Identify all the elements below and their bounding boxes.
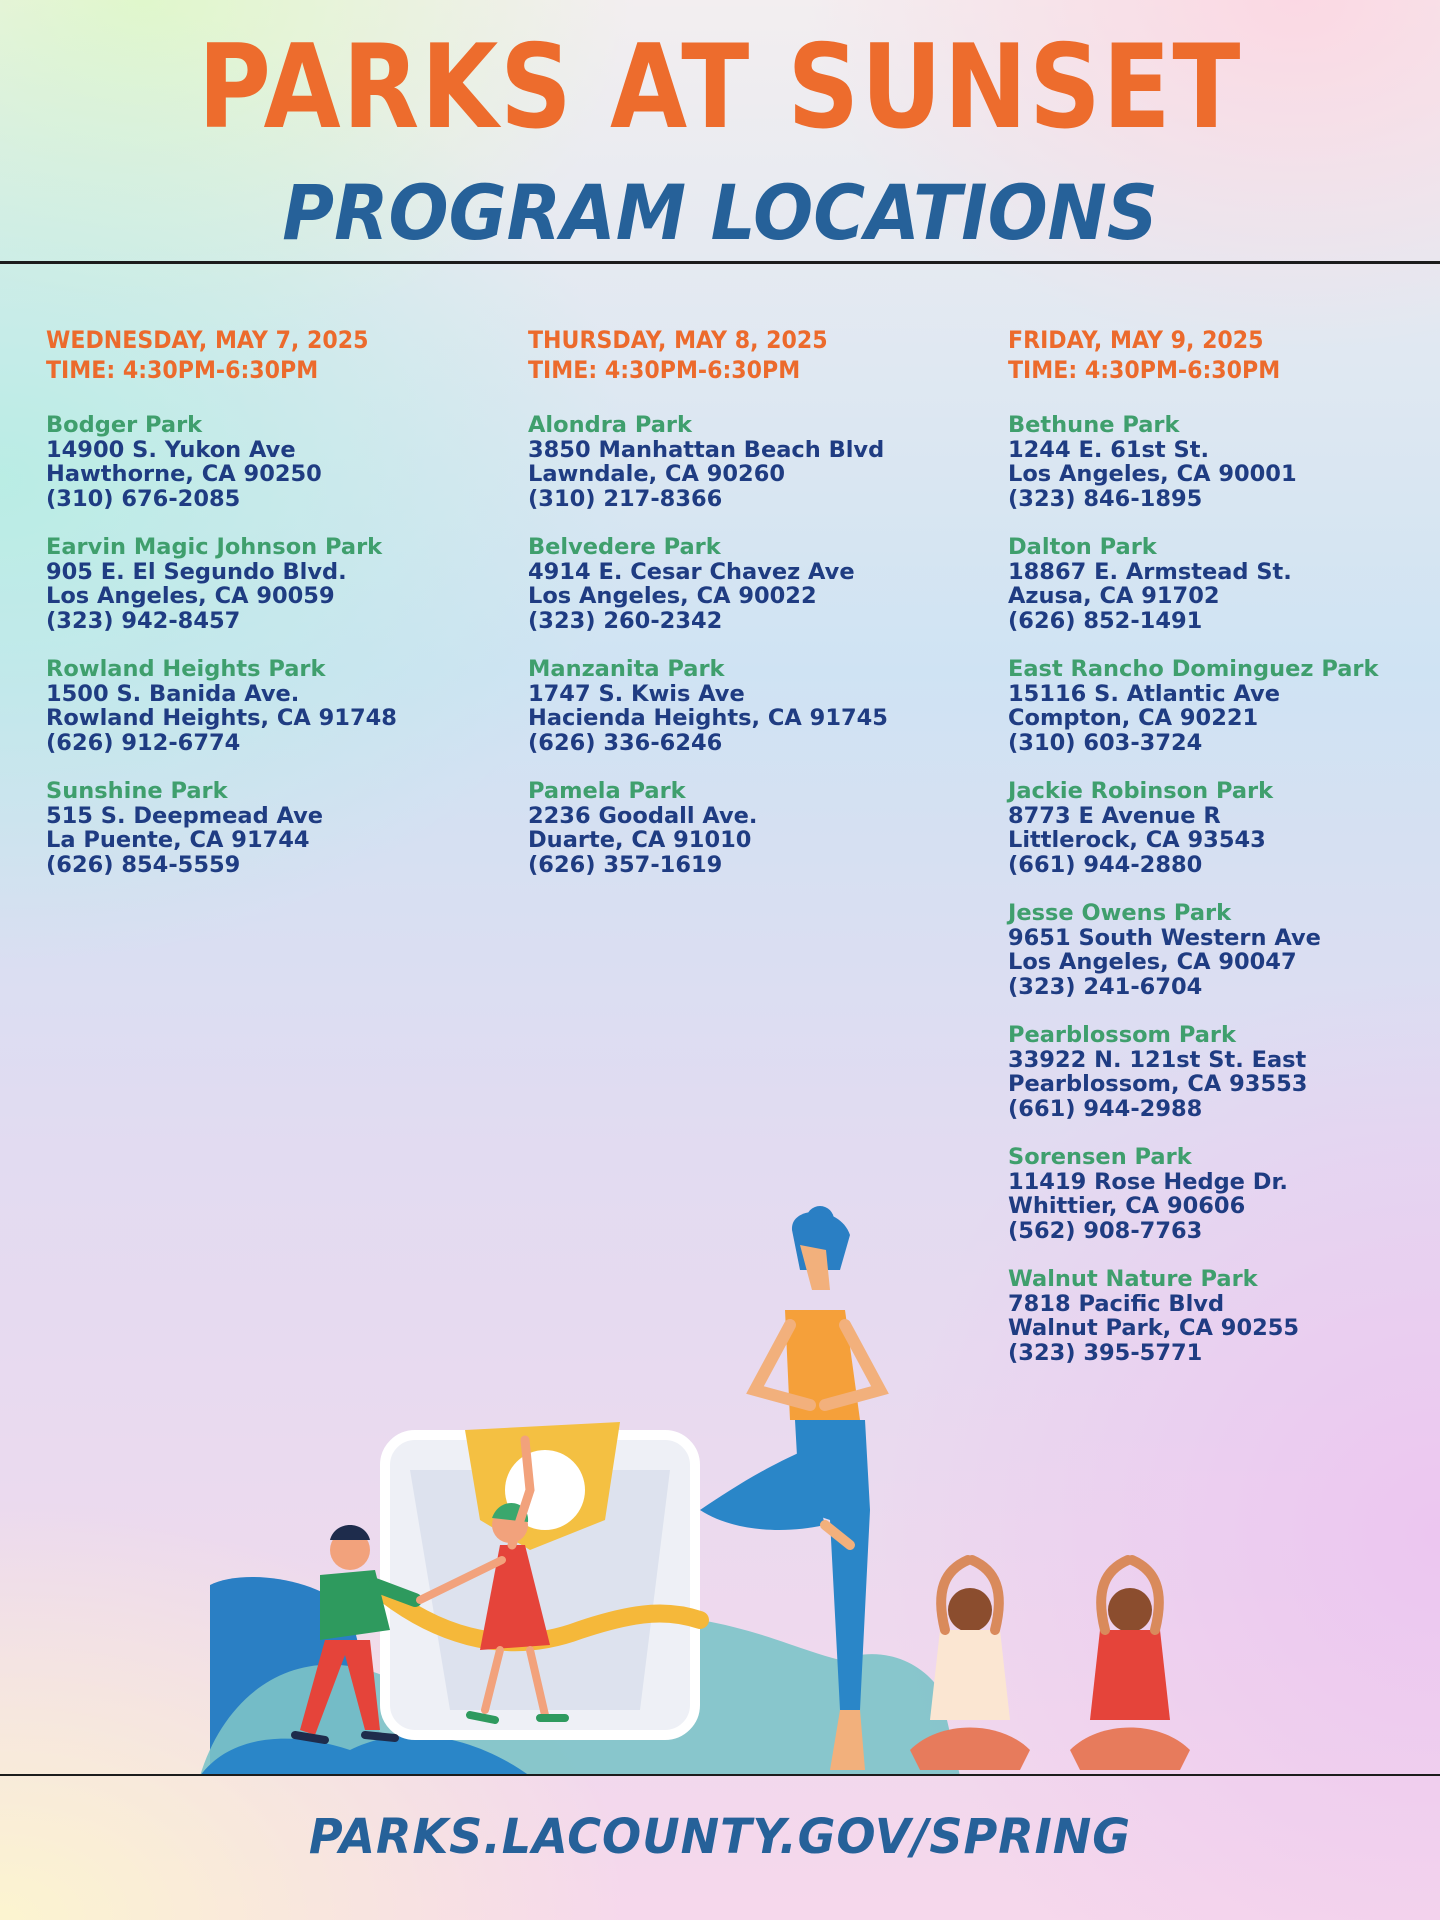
park-name: Earvin Magic Johnson Park bbox=[46, 534, 383, 560]
park-city: Duarte, CA 91010 bbox=[528, 827, 752, 853]
park-name: Bodger Park bbox=[46, 412, 203, 438]
day-header bbox=[528, 325, 933, 385]
park-phone: (562) 908-7763 bbox=[1008, 1217, 1203, 1244]
park-name: Sunshine Park bbox=[46, 778, 228, 804]
day-header bbox=[46, 325, 451, 385]
park-name: Sorensen Park bbox=[1008, 1144, 1192, 1170]
park-street: 3850 Manhattan Beach Blvd bbox=[528, 436, 885, 463]
park-city: Los Angeles, CA 90047 bbox=[1008, 949, 1297, 975]
park-name: Alondra Park bbox=[528, 412, 692, 438]
park-name: Belvedere Park bbox=[528, 534, 721, 560]
park-phone: (626) 852-1491 bbox=[1008, 607, 1203, 634]
park-city: Azusa, CA 91702 bbox=[1008, 583, 1220, 609]
park-phone: (626) 912-6774 bbox=[46, 729, 241, 756]
footer-divider bbox=[0, 1774, 1440, 1776]
park-city: Rowland Heights, CA 91748 bbox=[46, 705, 397, 731]
park-entry bbox=[1008, 413, 1428, 511]
park-city: Los Angeles, CA 90059 bbox=[46, 583, 335, 609]
day-time: TIME: 4:30PM-6:30PM bbox=[46, 356, 319, 384]
park-entry bbox=[528, 413, 968, 511]
park-city: Pearblossom, CA 93553 bbox=[1008, 1071, 1308, 1097]
park-street: 515 S. Deepmead Ave bbox=[46, 802, 324, 829]
day-date: FRIDAY, MAY 9, 2025 bbox=[1008, 326, 1264, 354]
park-street: 9651 South Western Ave bbox=[1008, 924, 1321, 951]
park-phone: (626) 854-5559 bbox=[46, 851, 241, 878]
park-city: Littlerock, CA 93543 bbox=[1008, 827, 1266, 853]
park-phone: (626) 336-6246 bbox=[528, 729, 723, 756]
park-phone: (661) 944-2988 bbox=[1008, 1095, 1203, 1122]
park-entry bbox=[1008, 657, 1428, 755]
park-phone: (310) 676-2085 bbox=[46, 485, 241, 512]
park-street: 4914 E. Cesar Chavez Ave bbox=[528, 558, 855, 585]
park-entry bbox=[1008, 779, 1428, 877]
park-entry bbox=[46, 779, 486, 877]
park-phone: (323) 241-6704 bbox=[1008, 973, 1203, 1000]
page-subtitle: PROGRAM LOCATIONS bbox=[282, 168, 1158, 257]
park-street: 15116 S. Atlantic Ave bbox=[1008, 680, 1280, 707]
park-phone: (323) 260-2342 bbox=[528, 607, 723, 634]
park-street: 14900 S. Yukon Ave bbox=[46, 436, 296, 463]
park-entry bbox=[1008, 535, 1428, 633]
park-name: Jackie Robinson Park bbox=[1008, 778, 1274, 804]
park-name: Dalton Park bbox=[1008, 534, 1157, 560]
park-phone: (323) 395-5771 bbox=[1008, 1339, 1203, 1366]
park-entry bbox=[1008, 901, 1428, 999]
park-name: Pearblossom Park bbox=[1008, 1022, 1236, 1048]
park-entry bbox=[528, 779, 968, 877]
park-name: Bethune Park bbox=[1008, 412, 1180, 438]
page-title: PARKS AT SUNSET bbox=[197, 20, 1243, 155]
park-phone: (323) 846-1895 bbox=[1008, 485, 1203, 512]
park-name: Rowland Heights Park bbox=[46, 656, 326, 682]
park-entry bbox=[46, 657, 486, 755]
schedule-column-thursday bbox=[528, 325, 968, 901]
park-phone: (661) 944-2880 bbox=[1008, 851, 1203, 878]
park-street: 1500 S. Banida Ave. bbox=[46, 680, 300, 707]
park-street: 905 E. El Segundo Blvd. bbox=[46, 558, 347, 585]
park-street: 8773 E Avenue R bbox=[1008, 802, 1221, 829]
schedule-column-wednesday bbox=[46, 325, 486, 901]
park-city: Walnut Park, CA 90255 bbox=[1008, 1315, 1300, 1341]
park-name: Jesse Owens Park bbox=[1008, 900, 1232, 926]
park-street: 11419 Rose Hedge Dr. bbox=[1008, 1168, 1288, 1195]
seated-boy-red-shirt bbox=[1070, 1560, 1190, 1770]
park-street: 1244 E. 61st St. bbox=[1008, 436, 1210, 463]
park-city: Lawndale, CA 90260 bbox=[528, 461, 786, 487]
park-entry bbox=[528, 535, 968, 633]
park-street: 7818 Pacific Blvd bbox=[1008, 1290, 1225, 1317]
park-street: 1747 S. Kwis Ave bbox=[528, 680, 745, 707]
park-street: 2236 Goodall Ave. bbox=[528, 802, 758, 829]
park-city: Whittier, CA 90606 bbox=[1008, 1193, 1246, 1219]
day-date: THURSDAY, MAY 8, 2025 bbox=[528, 326, 828, 354]
park-entry bbox=[528, 657, 968, 755]
park-city: La Puente, CA 91744 bbox=[46, 827, 310, 853]
park-street: 18867 E. Armstead St. bbox=[1008, 558, 1292, 585]
park-city: Hawthorne, CA 90250 bbox=[46, 461, 322, 487]
day-date: WEDNESDAY, MAY 7, 2025 bbox=[46, 326, 369, 354]
park-name: Pamela Park bbox=[528, 778, 686, 804]
day-time: TIME: 4:30PM-6:30PM bbox=[1008, 356, 1281, 384]
park-name: Walnut Nature Park bbox=[1008, 1266, 1258, 1292]
park-city: Los Angeles, CA 90022 bbox=[528, 583, 817, 609]
park-entry bbox=[1008, 1023, 1428, 1121]
park-entry bbox=[46, 413, 486, 511]
header-divider bbox=[0, 261, 1440, 264]
website-url[interactable]: PARKS.LACOUNTY.GOV/SPRING bbox=[308, 1809, 1132, 1865]
park-phone: (310) 603-3724 bbox=[1008, 729, 1203, 756]
seated-boy-light-shirt bbox=[910, 1560, 1030, 1770]
park-city: Los Angeles, CA 90001 bbox=[1008, 461, 1297, 487]
park-phone: (310) 217-8366 bbox=[528, 485, 723, 512]
park-city: Hacienda Heights, CA 91745 bbox=[528, 705, 888, 731]
park-street: 33922 N. 121st St. East bbox=[1008, 1046, 1307, 1073]
park-city: Compton, CA 90221 bbox=[1008, 705, 1259, 731]
park-phone: (626) 357-1619 bbox=[528, 851, 723, 878]
day-header bbox=[1008, 325, 1394, 385]
park-name: Manzanita Park bbox=[528, 656, 725, 682]
park-entry bbox=[46, 535, 486, 633]
park-phone: (323) 942-8457 bbox=[46, 607, 241, 634]
park-name: East Rancho Dominguez Park bbox=[1008, 656, 1379, 682]
activity-illustration bbox=[200, 1190, 1200, 1776]
day-time: TIME: 4:30PM-6:30PM bbox=[528, 356, 801, 384]
